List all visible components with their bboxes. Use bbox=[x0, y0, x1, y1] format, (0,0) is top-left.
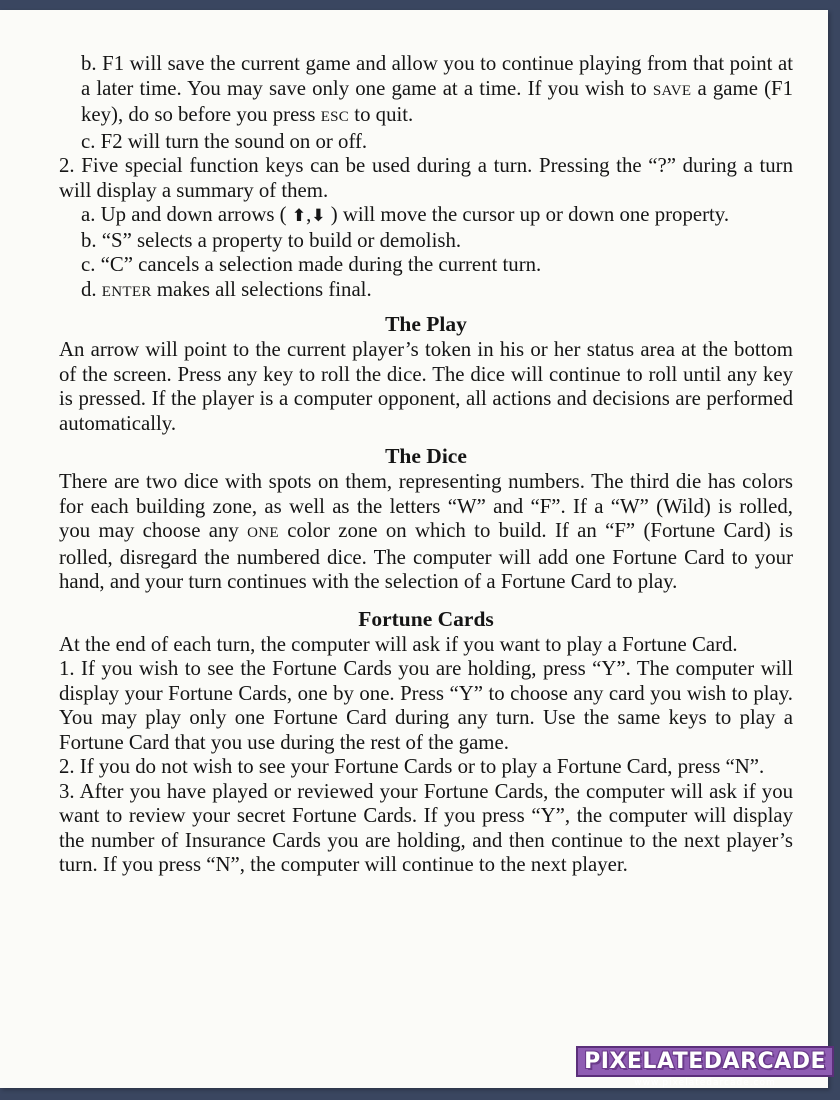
the-dice-body: There are two dice with spots on them, representing numbers. The third die has colors for each building zone, as well as the letters “W” and “F”. If a “W” (Wild) is rolled, you may choose any ONE color zone on which to build. If an “F” (Fortune Card) is rolled, disregard the numbered dice. The computer will add one Fortune Card to your hand, and your turn continues with the selection of a Fortune Card to play. bbox=[59, 470, 794, 593]
watermark-url: www.pixelatedarcade.com bbox=[634, 1078, 776, 1088]
one-keyword: ONE bbox=[247, 525, 279, 541]
special-item-d: d. ENTER makes all selections final. bbox=[81, 277, 372, 301]
key-item-b: b. F1 will save the current game and allow you to continue playing from that point at a later time. You may save only one game at a time. If you wish to SAVE a game (F1 key), do so before you press ESC to quit. bbox=[81, 52, 793, 126]
heading-the-dice: The Dice bbox=[385, 444, 467, 468]
key-item-c: c. F2 will turn the sound on or off. bbox=[81, 129, 368, 153]
heading-the-play: The Play bbox=[385, 312, 467, 336]
fortune-item-3: 3. After you have played or reviewed your Fortune Cards, the computer will ask if you want to review your secret Fortune Cards. If you press “Y”, the computer will display the number of Insurance Cards you are holding, and then continue to the next player’s turn. If you press “N”, the computer will continue to the next player. bbox=[59, 779, 793, 876]
watermark-logo: PIXELATEDARCADE bbox=[576, 1046, 834, 1077]
down-arrow-icon: ⬇ bbox=[311, 206, 326, 226]
special-item-c: c. “C” cancels a selection made during the current turn. bbox=[81, 253, 542, 276]
manual-page bbox=[0, 10, 828, 1088]
page-content bbox=[59, 52, 793, 878]
fortune-item-2: 2. If you do not wish to see your Fortune Cards or to play a Fortune Card, press “N”. bbox=[59, 755, 765, 778]
save-keyword: SAVE bbox=[652, 82, 692, 99]
special-keys-intro: 2. Five special function keys can be used during a turn. Pressing the “?” during a turn will display a summary of them. bbox=[59, 154, 793, 202]
the-play-body: An arrow will point to the current player’s token in his or her status area at the bottom of the screen. Press any key to roll the dice. The dice will continue to roll until any key is pressed. If the player is a computer opponent, all actions and decisions are performed automatically. bbox=[59, 338, 793, 435]
esc-keyword: ESC bbox=[320, 109, 350, 125]
site-watermark bbox=[576, 1046, 834, 1088]
up-arrow-icon: ⬆ bbox=[291, 206, 307, 226]
enter-keyword: ENTER bbox=[101, 283, 152, 300]
fortune-item-1: 1. If you wish to see the Fortune Cards you are holding, press “Y”. The computer will display your Fortune Cards, one by one. Press “Y” to choose any card you wish to play. You may play only one Fortune Card during any turn. Use the same keys to play a Fortune Card that you use during the rest of the game. bbox=[59, 657, 793, 754]
special-item-b: b. “S” selects a property to build or demolish. bbox=[81, 228, 462, 252]
fortune-intro: At the end of each turn, the computer will ask if you want to play a Fortune Card. bbox=[59, 632, 738, 656]
special-item-a: a. Up and down arrows ( ⬆,⬇ ) will move the cursor up or down one property. bbox=[81, 203, 730, 226]
heading-fortune-cards: Fortune Cards bbox=[358, 606, 494, 631]
